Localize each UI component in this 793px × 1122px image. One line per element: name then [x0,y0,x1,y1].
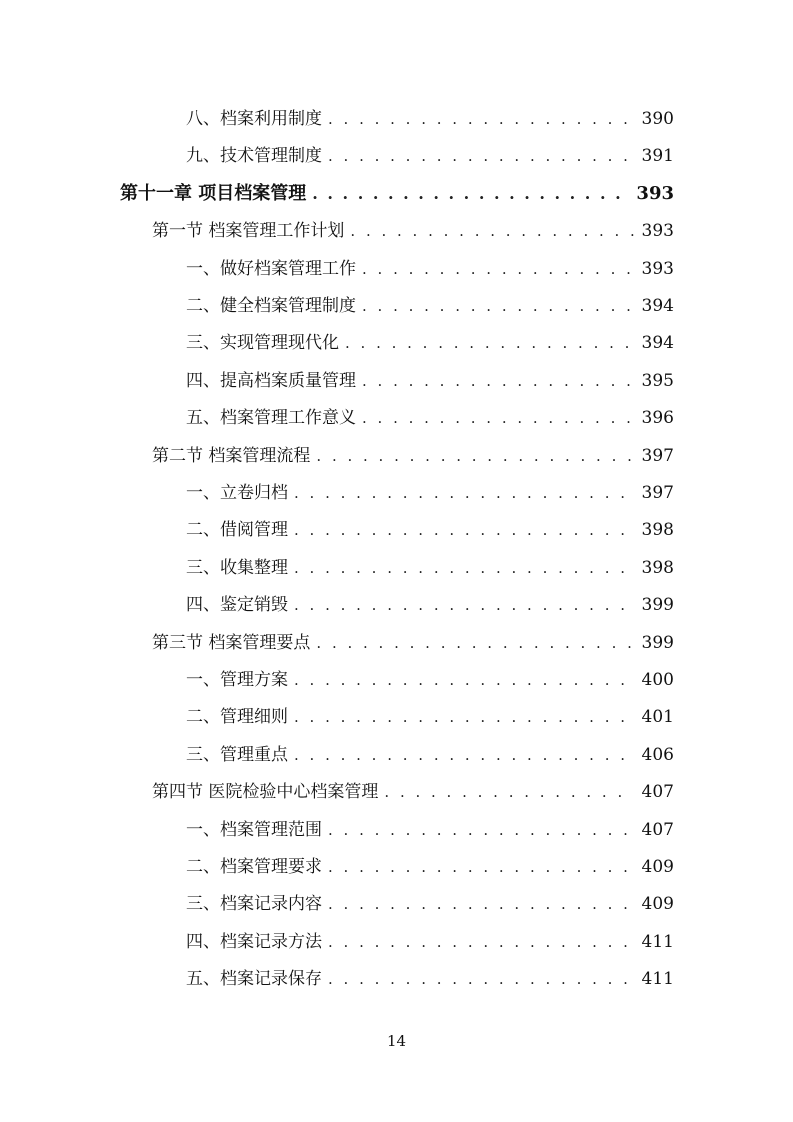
toc-entry-title: 二、档案管理要求 [186,857,322,877]
toc-entry-title: 三、实现管理现代化 [186,333,339,354]
toc-entry-page: 397 [641,445,674,466]
toc-entry-page: 399 [641,632,674,653]
toc-entry-title: 二、管理细则 [186,707,288,728]
dot-leader [316,628,633,658]
toc-entry-title: 四、提高档案质量管理 [186,370,356,391]
toc-entry-page: 398 [641,520,674,541]
toc-entry[interactable] [186,515,674,545]
dot-leader [345,328,634,358]
dot-leader [328,927,634,957]
toc-entry[interactable] [120,179,674,209]
toc-entry[interactable] [186,328,674,358]
dot-leader [312,179,628,209]
toc-entry-page: 393 [636,182,674,204]
toc-entry-title: 第二节 档案管理流程 [152,445,311,466]
toc-entry-page: 390 [641,109,674,129]
toc-entry-title: 四、鉴定销毁 [186,595,288,616]
toc-entry-page: 411 [641,931,674,952]
dot-leader [294,590,634,620]
dot-leader [362,291,634,321]
toc-entry-title: 第一节 档案管理工作计划 [152,221,345,242]
dot-leader [294,740,634,770]
toc-entry-page: 397 [641,483,674,503]
toc-entry[interactable] [152,777,674,807]
toc-entry-page: 398 [641,557,674,578]
toc-entry-page: 407 [641,782,674,803]
toc-entry-page: 395 [641,370,674,391]
toc-entry-page: 406 [641,744,674,765]
dot-leader [328,815,634,845]
toc-entry[interactable] [186,852,674,882]
dot-leader [384,777,633,807]
toc-entry-page: 400 [641,670,674,690]
toc-entry[interactable] [186,927,674,957]
toc-entry[interactable] [186,141,674,171]
toc-entry-page: 393 [641,258,674,279]
toc-entry[interactable] [186,403,674,433]
toc-entry-page: 394 [641,296,674,316]
toc-entry-title: 二、借阅管理 [186,520,288,541]
toc-entry[interactable] [186,478,674,508]
dot-leader [294,553,634,583]
toc-entry-title: 一、立卷归档 [186,483,288,503]
toc-entry-page: 409 [641,894,674,915]
toc-entry-page: 401 [641,707,674,728]
toc-entry-title: 四、档案记录方法 [186,931,322,952]
toc-entry[interactable] [186,815,674,845]
toc-entry-title: 八、档案利用制度 [186,109,322,129]
toc-entry-title: 二、健全档案管理制度 [186,296,356,316]
toc-entry-title: 三、收集整理 [186,557,288,578]
toc-entry-title: 五、档案记录保存 [186,969,322,990]
toc-entry-page: 399 [641,595,674,616]
dot-leader [294,515,634,545]
toc-entry-title: 一、做好档案管理工作 [186,258,356,279]
toc-entry[interactable] [186,366,674,396]
toc-entry[interactable] [186,889,674,919]
toc-entry[interactable] [186,665,674,695]
toc-entry[interactable] [186,254,674,284]
toc-entry[interactable] [186,553,674,583]
dot-leader [294,665,634,695]
toc-entry-title: 三、管理重点 [186,744,288,765]
toc-entry[interactable] [152,216,674,246]
toc-entry-title: 第四节 医院检验中心档案管理 [152,782,379,803]
toc-entry-title: 一、档案管理范围 [186,819,322,840]
dot-leader [362,254,634,284]
toc-entry-title: 五、档案管理工作意义 [186,408,356,429]
page-number: 14 [386,1032,407,1050]
dot-leader [316,441,633,471]
dot-leader [294,702,634,732]
toc-entry-title: 三、档案记录内容 [186,894,322,915]
toc-entry-page: 393 [641,221,674,242]
toc-entry[interactable] [186,291,674,321]
dot-leader [328,889,634,919]
toc-entry-page: 411 [641,969,674,990]
toc-entry[interactable] [152,628,674,658]
toc-entry[interactable] [152,441,674,471]
toc-entry-page: 396 [641,408,674,429]
toc-entry-page: 407 [641,819,674,840]
toc-entry[interactable] [186,702,674,732]
toc-entry-page: 391 [641,146,674,167]
dot-leader [328,141,634,171]
toc-entry[interactable] [186,964,674,994]
toc-entry-page: 409 [641,857,674,877]
dot-leader [328,852,634,882]
toc-entry-title: 九、技术管理制度 [186,146,322,167]
dot-leader [328,964,634,994]
toc-entry-title: 第十一章 项目档案管理 [120,182,307,204]
toc-entry-page: 394 [641,333,674,354]
toc-entry[interactable] [186,590,674,620]
toc-entry[interactable] [186,104,674,134]
toc-entry-title: 第三节 档案管理要点 [152,632,311,653]
dot-leader [362,403,634,433]
dot-leader [328,104,634,134]
dot-leader [350,216,633,246]
dot-leader [294,478,634,508]
toc-entry[interactable] [186,740,674,770]
toc-entry-title: 一、管理方案 [186,670,288,690]
dot-leader [362,366,634,396]
